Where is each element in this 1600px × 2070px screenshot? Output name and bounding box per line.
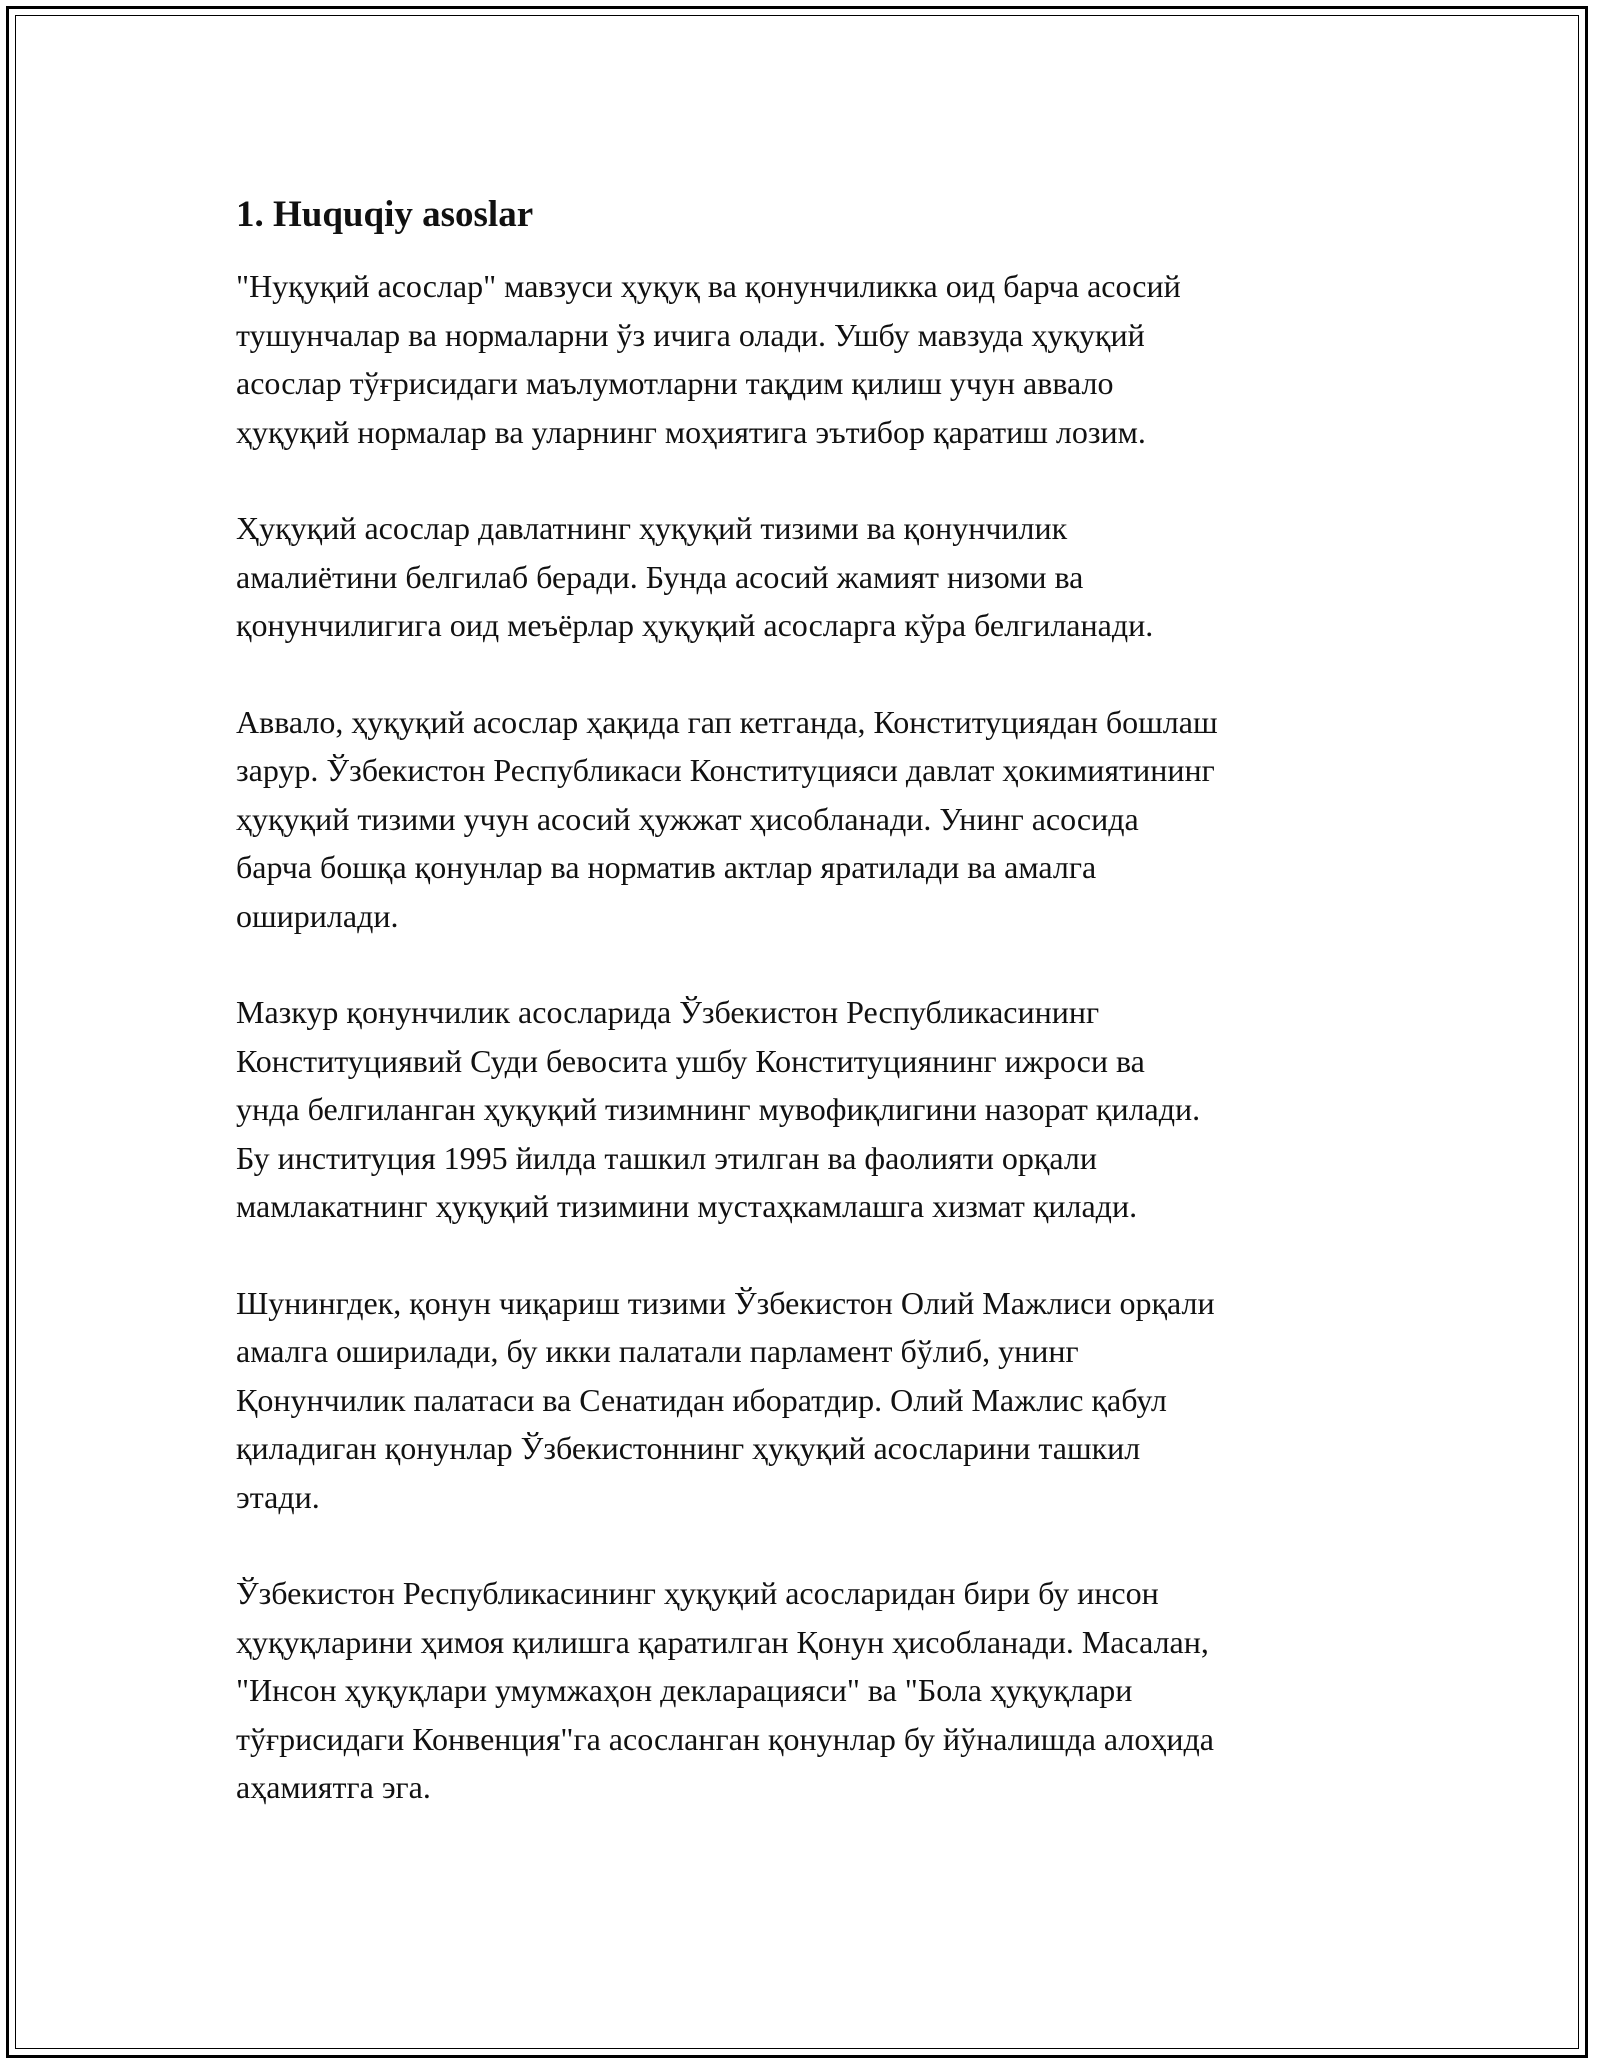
text-line: аҳамиятга эга. xyxy=(236,1769,431,1805)
text-line: Бу институция 1995 йилда ташкил этилган ва фаолияти орқали xyxy=(236,1139,1097,1176)
text-line: амалга оширилади, бу икки палатали парламент бўлиб, унинг xyxy=(236,1333,1079,1369)
text-line: унда белгиланган ҳуқуқий тизимнинг мувофиқлигини назорат қилади. xyxy=(236,1091,1201,1127)
text-line: Ўзбекистон Республикасининг ҳуқуқий асосларидан бири бу инсон xyxy=(236,1575,1159,1611)
section-heading: 1. Huquqiy asoslar xyxy=(236,194,534,235)
text-line: "Нуқуқий асослар" мавзуси ҳуқуқ ва қонунчиликка оид барча асосий xyxy=(236,268,1181,304)
text-line: "Инсон ҳуқуқлари умумжаҳон декларацияси" ва "Бола ҳуқуқлари xyxy=(236,1672,1133,1708)
text-line: қиладиган қонунлар Ўзбекистоннинг ҳуқуқий асосларини ташкил xyxy=(236,1430,1141,1466)
text-line: тушунчалар ва нормаларни ўз ичига олади. Ушбу мавзуда ҳуқуқий xyxy=(236,316,1145,353)
text-line: барча бошқа қонунлар ва норматив актлар яратилади ва амалга xyxy=(236,849,1097,885)
text-line: мамлакатнинг ҳуқуқий тизимини мустаҳкамлашга хизмат қилади. xyxy=(236,1188,1138,1224)
text-line: Мазкур қонунчилик асосларида Ўзбекистон Республикасининг xyxy=(236,994,1100,1030)
text-line: этади. xyxy=(236,1478,320,1515)
text-line: ҳуқуқий тизими учун асосий ҳужжат ҳисобланади. Унинг асосида xyxy=(236,800,1139,837)
text-line: Ҳуқуқий асослар давлатнинг ҳуқуқий тизими ва қонунчилик xyxy=(236,510,1068,546)
text-line: Шунингдек, қонун чиқариш тизими Ўзбекистон Олий Мажлиси орқали xyxy=(236,1284,1215,1321)
text-line: Аввало, ҳуқуқий асослар ҳақида гап кетганда, Конституциядан бошлаш xyxy=(236,703,1218,740)
text-line: Конституциявий Суди бевосита ушбу Конституциянинг ижроси ва xyxy=(236,1042,1145,1079)
text-line: ҳуқуқий нормалар ва уларнинг моҳиятига эътибор қаратиш лозим. xyxy=(236,413,1146,450)
text-line: қонунчилигига оид меъёрлар ҳуқуқий асосларга кўра белгиланади. xyxy=(236,607,1154,643)
text-line: амалиётини белгилаб беради. Бунда асосий жамият низоми ва xyxy=(236,558,1084,595)
text-line: Қонунчилик палатаси ва Сенатидан иборатдир. Олий Мажлис қабул xyxy=(236,1381,1167,1418)
text-line: ҳуқуқларини ҳимоя қилишга қаратилган Қонун ҳисобланади. Масалан, xyxy=(236,1623,1209,1660)
text-line: асослар тўғрисидаги маълумотларни тақдим қилиш учун аввало xyxy=(236,365,1114,401)
text-line: оширилади. xyxy=(236,897,399,934)
paragraph-2 xyxy=(236,504,1376,650)
text-line: тўғрисидаги Конвенция"га асосланган қонунлар бу йўналишда алоҳида xyxy=(236,1720,1214,1757)
paragraph-4 xyxy=(236,988,1376,1231)
paragraph-5 xyxy=(236,1279,1376,1522)
text-line: зарур. Ўзбекистон Республикаси Конституцияси давлат ҳокимиятининг xyxy=(236,752,1215,788)
paragraph-3 xyxy=(236,698,1376,941)
paragraph-6 xyxy=(236,1569,1376,1812)
document-body xyxy=(236,188,1376,1860)
paragraph-1 xyxy=(236,262,1376,456)
